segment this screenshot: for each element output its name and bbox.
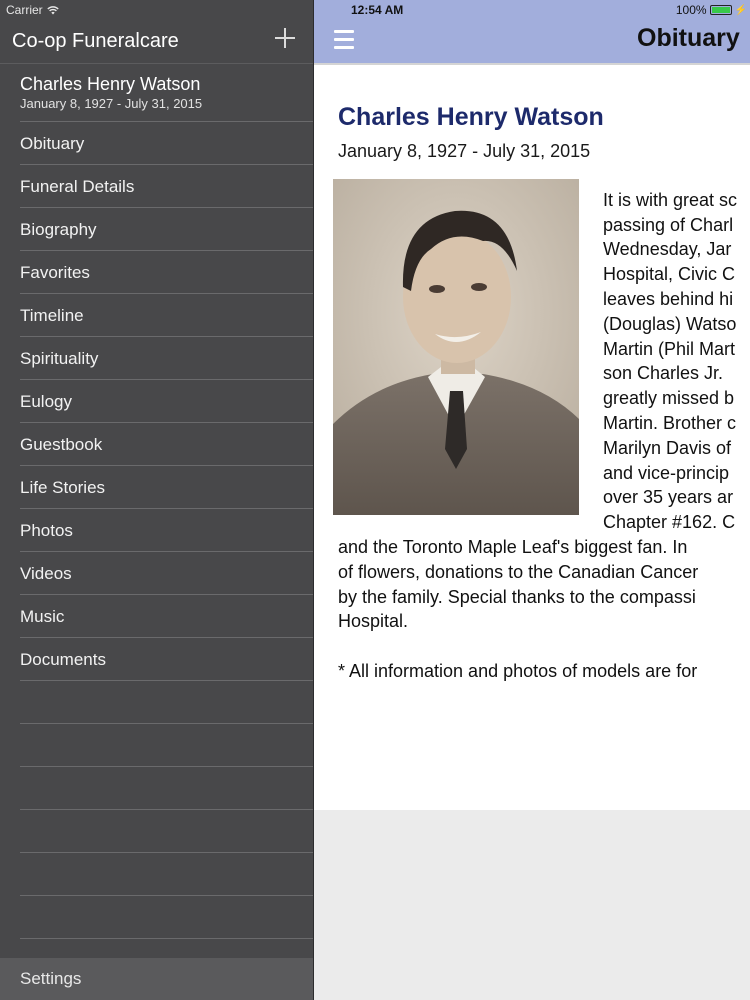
empty-row [20,852,313,895]
sidebar-item-favorites[interactable] [20,250,313,293]
sidebar-item-documents[interactable] [20,637,313,680]
sidebar-item-label: Spirituality [20,349,99,368]
empty-row [20,723,313,766]
sidebar-item-label: Funeral Details [20,177,135,196]
empty-row [20,766,313,809]
obituary-text-line: and the Toronto Maple Leaf's biggest fan. In [338,537,688,557]
sidebar-item-guestbook[interactable] [20,422,313,465]
obituary-text-line: Chapter #162. C [603,512,736,532]
empty-row [20,809,313,852]
sidebar-item-timeline[interactable] [20,293,313,336]
obituary-text-line: and vice-princip [603,463,730,483]
sidebar-item-eulogy[interactable] [20,379,313,422]
obituary-text-line: Hospital. [338,611,409,631]
sidebar-item-videos[interactable] [20,551,313,594]
profile-name: Charles Henry Watson [20,74,201,94]
sidebar-item-photos[interactable] [20,508,313,551]
status-bar-left [6,3,59,17]
sidebar-item-label: Photos [20,521,73,540]
disclaimer-text: * All information and photos of models are for [338,661,698,681]
sidebar-menu [0,121,313,981]
add-icon[interactable] [273,26,297,50]
obituary-text-line: son Charles Jr. [603,363,724,383]
sidebar-item-label: Music [20,607,65,626]
settings-button[interactable] [0,958,313,1000]
obituary-name: Charles Henry Watson [338,103,604,131]
nav-bar [314,0,750,63]
sidebar-header [0,18,313,64]
sidebar-item-label: Videos [20,564,72,583]
status-bar-right [676,3,747,17]
sidebar-item-label: Biography [20,220,97,239]
sidebar-item-label: Timeline [20,306,84,325]
page-title: Obituary [637,24,740,52]
sidebar-item-label: Documents [20,650,106,669]
main-panel [313,0,750,1000]
sidebar-item-biography[interactable] [20,207,313,250]
charging-icon: ⚡ [734,4,747,16]
obituary-text-line: (Douglas) Watso [603,314,737,334]
obituary-text-line: Wednesday, Jar [603,239,732,259]
settings-label: Settings [20,969,82,988]
sidebar-item-label: Favorites [20,263,90,282]
obituary-dates: January 8, 1927 - July 31, 2015 [338,141,591,161]
sidebar-item-label: Obituary [20,134,85,153]
menu-icon[interactable] [334,30,354,50]
obituary-text-line: by the family. Special thanks to the compassi [338,587,696,607]
battery-percent: 100% [675,3,707,17]
carrier-label: Carrier [6,3,43,17]
sidebar-item-funeral-details[interactable] [20,164,313,207]
profile-dates: January 8, 1927 - July 31, 2015 [20,96,203,111]
obituary-text-line: over 35 years ar [603,487,734,507]
obituary-text-line: greatly missed b [603,388,735,408]
app-title: Co-op Funeralcare [12,30,179,52]
empty-row [20,680,313,723]
sidebar-item-label: Guestbook [20,435,103,454]
status-time: 12:54 AM [351,3,404,17]
obituary-text-line: leaves behind hi [603,289,734,309]
obituary-text-line: Hospital, Civic C [603,264,736,284]
sidebar-item-life-stories[interactable] [20,465,313,508]
portrait-photo [333,179,579,515]
obituary-text-line: It is with great sc [603,190,738,210]
sidebar-item-label: Eulogy [20,392,72,411]
sidebar-item-obituary[interactable] [20,121,313,164]
obituary-text-line: passing of Charl [603,215,734,235]
obituary-text-line: Marilyn Davis of [603,438,732,458]
portrait-image [333,179,579,515]
sidebar-item-label: Life Stories [20,478,106,497]
empty-row [20,895,313,938]
sidebar-item-music[interactable] [20,594,313,637]
obituary-text-line: of flowers, donations to the Canadian Cancer [338,562,699,582]
obituary-text-line: Martin. Brother c [603,413,737,433]
obituary-text-line: Martin (Phil Mart [603,339,736,359]
sidebar-item-spirituality[interactable] [20,336,313,379]
profile-entry[interactable] [0,64,313,121]
battery-icon [710,5,732,15]
wifi-icon [47,6,59,15]
sidebar [0,0,313,1000]
obituary-content [314,65,750,810]
